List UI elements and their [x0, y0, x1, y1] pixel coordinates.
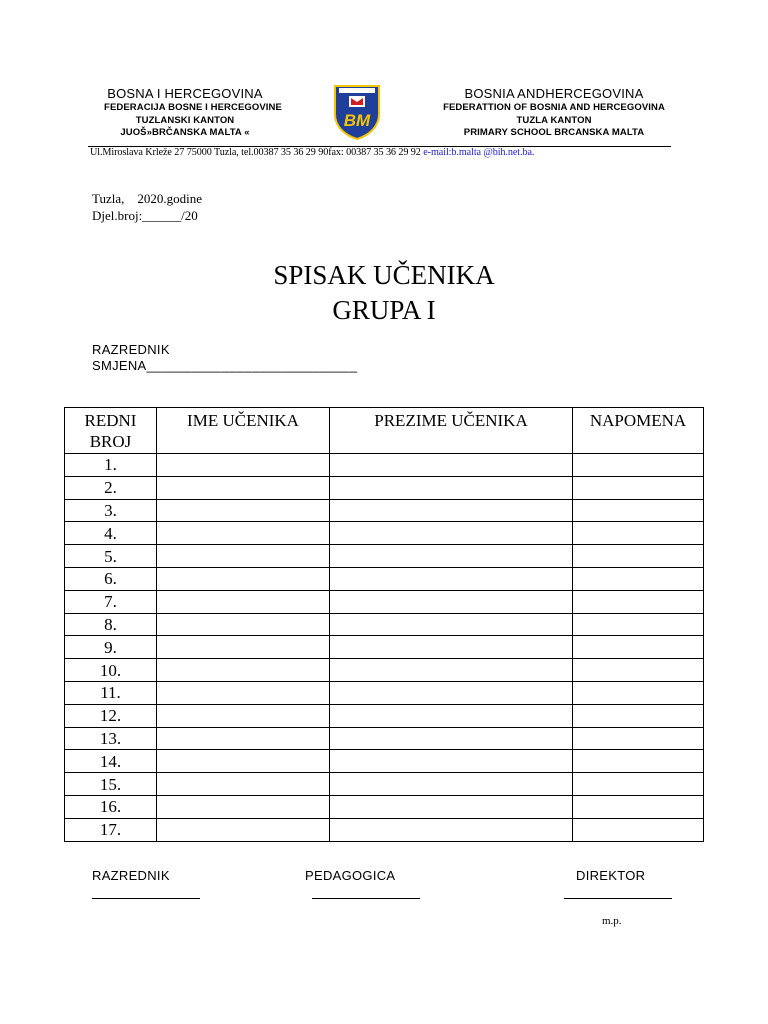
note-cell[interactable]: [573, 659, 704, 682]
row-number: 5.: [65, 545, 157, 568]
table-row: [65, 704, 704, 727]
last-name-cell[interactable]: [330, 795, 573, 818]
table-row: [65, 545, 704, 568]
first-name-cell[interactable]: [157, 476, 330, 499]
column-header-number-line1: REDNI: [84, 411, 137, 430]
table-row: [65, 681, 704, 704]
table-row: [65, 795, 704, 818]
signature-line-director: [564, 898, 672, 899]
first-name-cell[interactable]: [157, 545, 330, 568]
student-roster-table: [64, 407, 704, 842]
header-right: [418, 86, 690, 140]
note-cell[interactable]: [573, 476, 704, 499]
last-name-cell[interactable]: [330, 636, 573, 659]
row-number: 16.: [65, 795, 157, 818]
first-name-cell[interactable]: [157, 750, 330, 773]
school-address: [90, 147, 534, 158]
canton-english: TUZLA KANTON: [516, 114, 592, 126]
last-name-cell[interactable]: [330, 590, 573, 613]
first-name-cell[interactable]: [157, 773, 330, 796]
last-name-cell[interactable]: [330, 659, 573, 682]
note-cell[interactable]: [573, 613, 704, 636]
last-name-cell[interactable]: [330, 567, 573, 590]
canton-local: TUZLANSKI KANTON: [135, 114, 235, 126]
first-name-cell[interactable]: [157, 818, 330, 841]
last-name-cell[interactable]: [330, 681, 573, 704]
note-cell[interactable]: [573, 590, 704, 613]
first-name-cell[interactable]: [157, 454, 330, 477]
row-number: 3.: [65, 499, 157, 522]
last-name-cell[interactable]: [330, 704, 573, 727]
note-cell[interactable]: [573, 773, 704, 796]
last-name-cell[interactable]: [330, 499, 573, 522]
first-name-cell[interactable]: [157, 613, 330, 636]
last-name-cell[interactable]: [330, 476, 573, 499]
table-row: [65, 636, 704, 659]
federation-english: FEDERATTION OF BOSNIA AND HERCEGOVINA: [443, 102, 665, 113]
table-row: [65, 750, 704, 773]
column-header-first-name: IME UČENIKA: [157, 408, 330, 454]
first-name-cell[interactable]: [157, 681, 330, 704]
first-name-cell[interactable]: [157, 659, 330, 682]
school-local: JUOŠ»BRČANSKA MALTA «: [120, 127, 250, 138]
address-text: Ul.Miroslava Krleže 27 75000 Tuzla, tel.00387 35 36 29 90fax: 00387 35 36 29 92: [90, 147, 424, 158]
federation-local: FEDERACIJA BOSNE I HERCEGOVINE: [104, 102, 282, 113]
row-number: 6.: [65, 567, 157, 590]
table-row: [65, 522, 704, 545]
table-row: [65, 727, 704, 750]
teacher-field-label: RAZREDNIK: [92, 342, 170, 357]
first-name-cell[interactable]: [157, 636, 330, 659]
table-body: [65, 454, 704, 842]
last-name-cell[interactable]: [330, 727, 573, 750]
last-name-cell[interactable]: [330, 454, 573, 477]
table-row: [65, 773, 704, 796]
last-name-cell[interactable]: [330, 750, 573, 773]
note-cell[interactable]: [573, 681, 704, 704]
table-row: [65, 659, 704, 682]
signature-label-pedagogue: PEDAGOGICA: [305, 868, 396, 883]
shift-field-label: SMJENA____________________________: [92, 358, 358, 373]
group-title: GRUPA I: [332, 295, 436, 325]
row-number: 1.: [65, 454, 157, 477]
column-header-number-line2: BROJ: [89, 432, 132, 451]
first-name-cell[interactable]: [157, 727, 330, 750]
document-title: SPISAK UČENIKA: [273, 260, 495, 290]
row-number: 11.: [65, 681, 157, 704]
logo-letters: BM: [343, 111, 371, 130]
row-number: 2.: [65, 476, 157, 499]
stamp-place: m.p.: [602, 915, 622, 927]
row-number: 13.: [65, 727, 157, 750]
last-name-cell[interactable]: [330, 522, 573, 545]
last-name-cell[interactable]: [330, 545, 573, 568]
row-number: 14.: [65, 750, 157, 773]
first-name-cell[interactable]: [157, 522, 330, 545]
row-number: 9.: [65, 636, 157, 659]
first-name-cell[interactable]: [157, 567, 330, 590]
table-row: [65, 499, 704, 522]
note-cell[interactable]: [573, 704, 704, 727]
first-name-cell[interactable]: [157, 590, 330, 613]
document-meta: [92, 190, 202, 224]
note-cell[interactable]: [573, 522, 704, 545]
table-row: [65, 613, 704, 636]
note-cell[interactable]: [573, 636, 704, 659]
row-number: 12.: [65, 704, 157, 727]
first-name-cell[interactable]: [157, 499, 330, 522]
note-cell[interactable]: [573, 795, 704, 818]
note-cell[interactable]: [573, 567, 704, 590]
note-cell[interactable]: [573, 727, 704, 750]
row-number: 10.: [65, 659, 157, 682]
signature-line-teacher: [92, 898, 200, 899]
row-number: 7.: [65, 590, 157, 613]
country-english: BOSNIA ANDHERCEGOVINA: [464, 86, 644, 101]
row-number: 4.: [65, 522, 157, 545]
last-name-cell[interactable]: [330, 818, 573, 841]
table-row: [65, 590, 704, 613]
signature-label-director: DIREKTOR: [576, 868, 646, 883]
last-name-cell[interactable]: [330, 613, 573, 636]
header-left: [60, 86, 310, 140]
first-name-cell[interactable]: [157, 795, 330, 818]
reference-number: Djel.broj:______/20: [92, 208, 198, 223]
signature-line-pedagogue: [312, 898, 420, 899]
table-row: [65, 567, 704, 590]
date-line: Tuzla, 2020.godine: [92, 191, 203, 206]
school-logo: [333, 84, 381, 140]
note-cell[interactable]: [573, 499, 704, 522]
column-header-number: [65, 408, 157, 454]
row-number: 17.: [65, 818, 157, 841]
school-english: PRIMARY SCHOOL BRCANSKA MALTA: [463, 127, 645, 138]
signature-label-teacher: RAZREDNIK: [92, 868, 170, 883]
note-cell[interactable]: [573, 545, 704, 568]
first-name-cell[interactable]: [157, 704, 330, 727]
note-cell[interactable]: [573, 750, 704, 773]
column-header-last-name: PREZIME UČENIKA: [330, 408, 573, 454]
last-name-cell[interactable]: [330, 773, 573, 796]
note-cell[interactable]: [573, 454, 704, 477]
row-number: 8.: [65, 613, 157, 636]
table-row: [65, 454, 704, 477]
table-row: [65, 818, 704, 841]
note-cell[interactable]: [573, 818, 704, 841]
row-number: 15.: [65, 773, 157, 796]
table-header-row: [65, 408, 704, 454]
country-local: BOSNA I HERCEGOVINA: [107, 86, 263, 101]
table-row: [65, 476, 704, 499]
email-link[interactable]: e-mail:b.malta @bih.net.ba.: [423, 147, 535, 158]
column-header-note: NAPOMENA: [573, 408, 704, 454]
